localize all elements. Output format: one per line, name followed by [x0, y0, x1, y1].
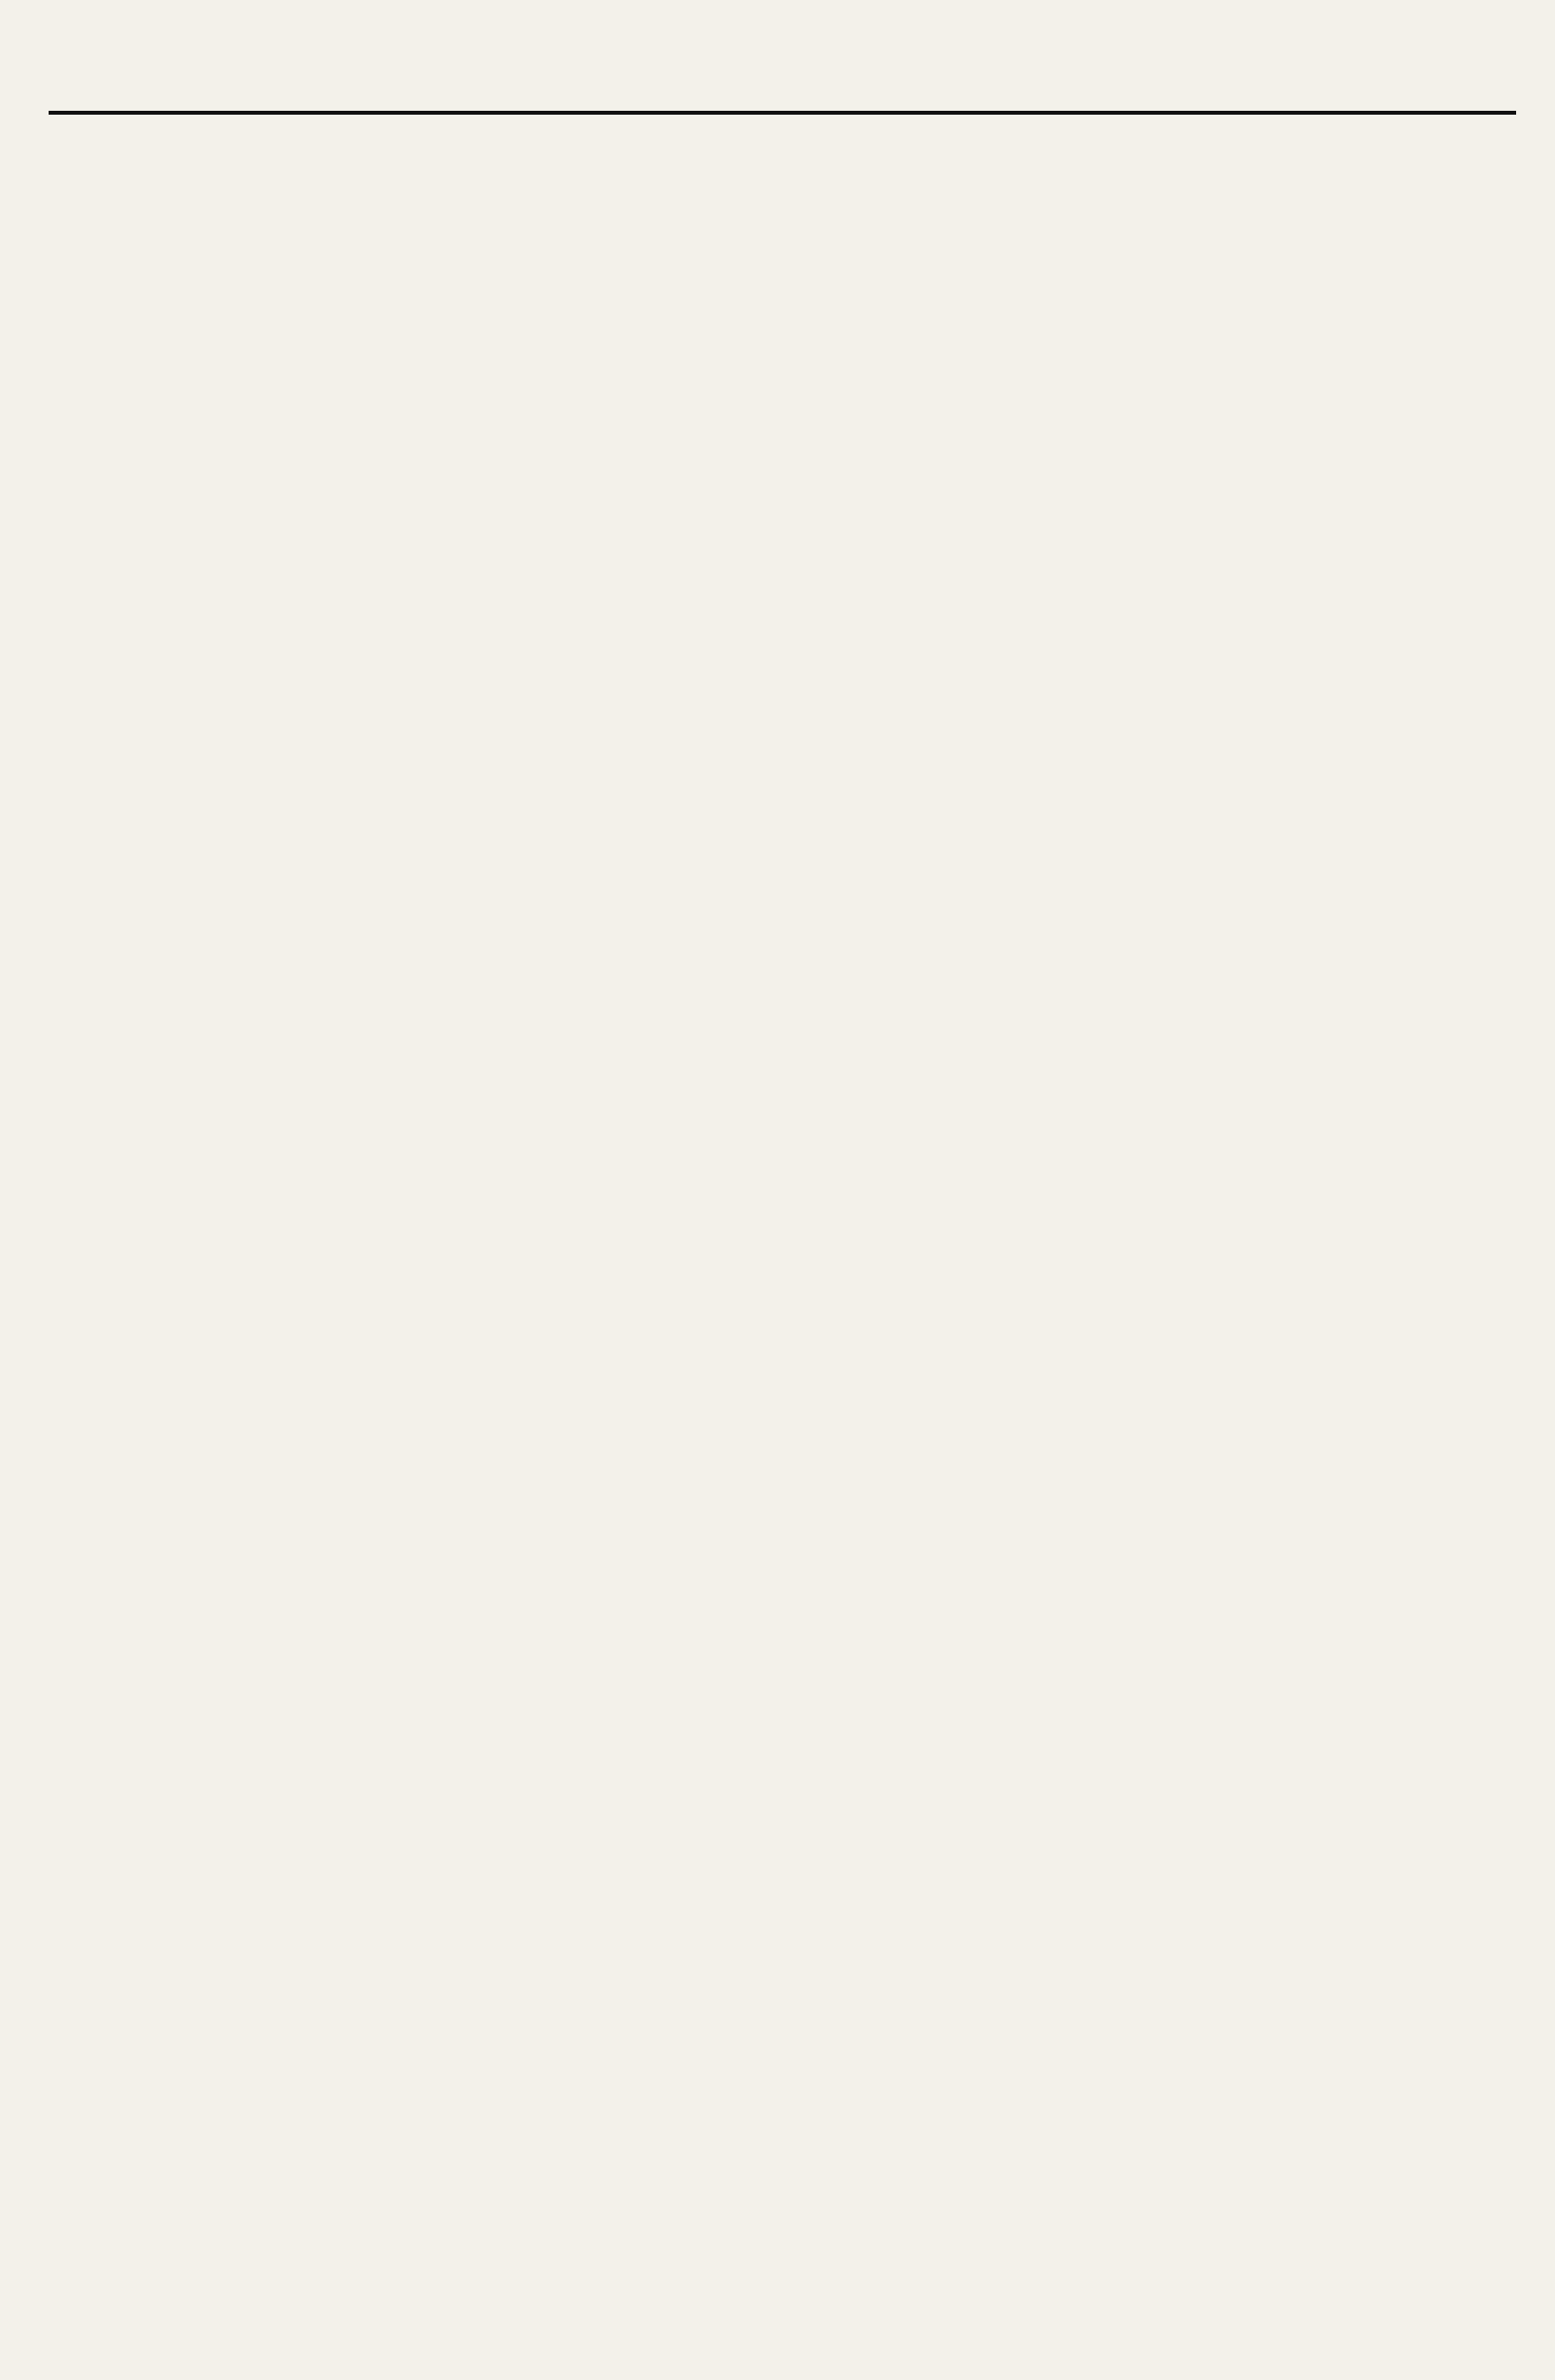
header-rule: [49, 111, 1516, 115]
page-header: [49, 29, 1516, 109]
